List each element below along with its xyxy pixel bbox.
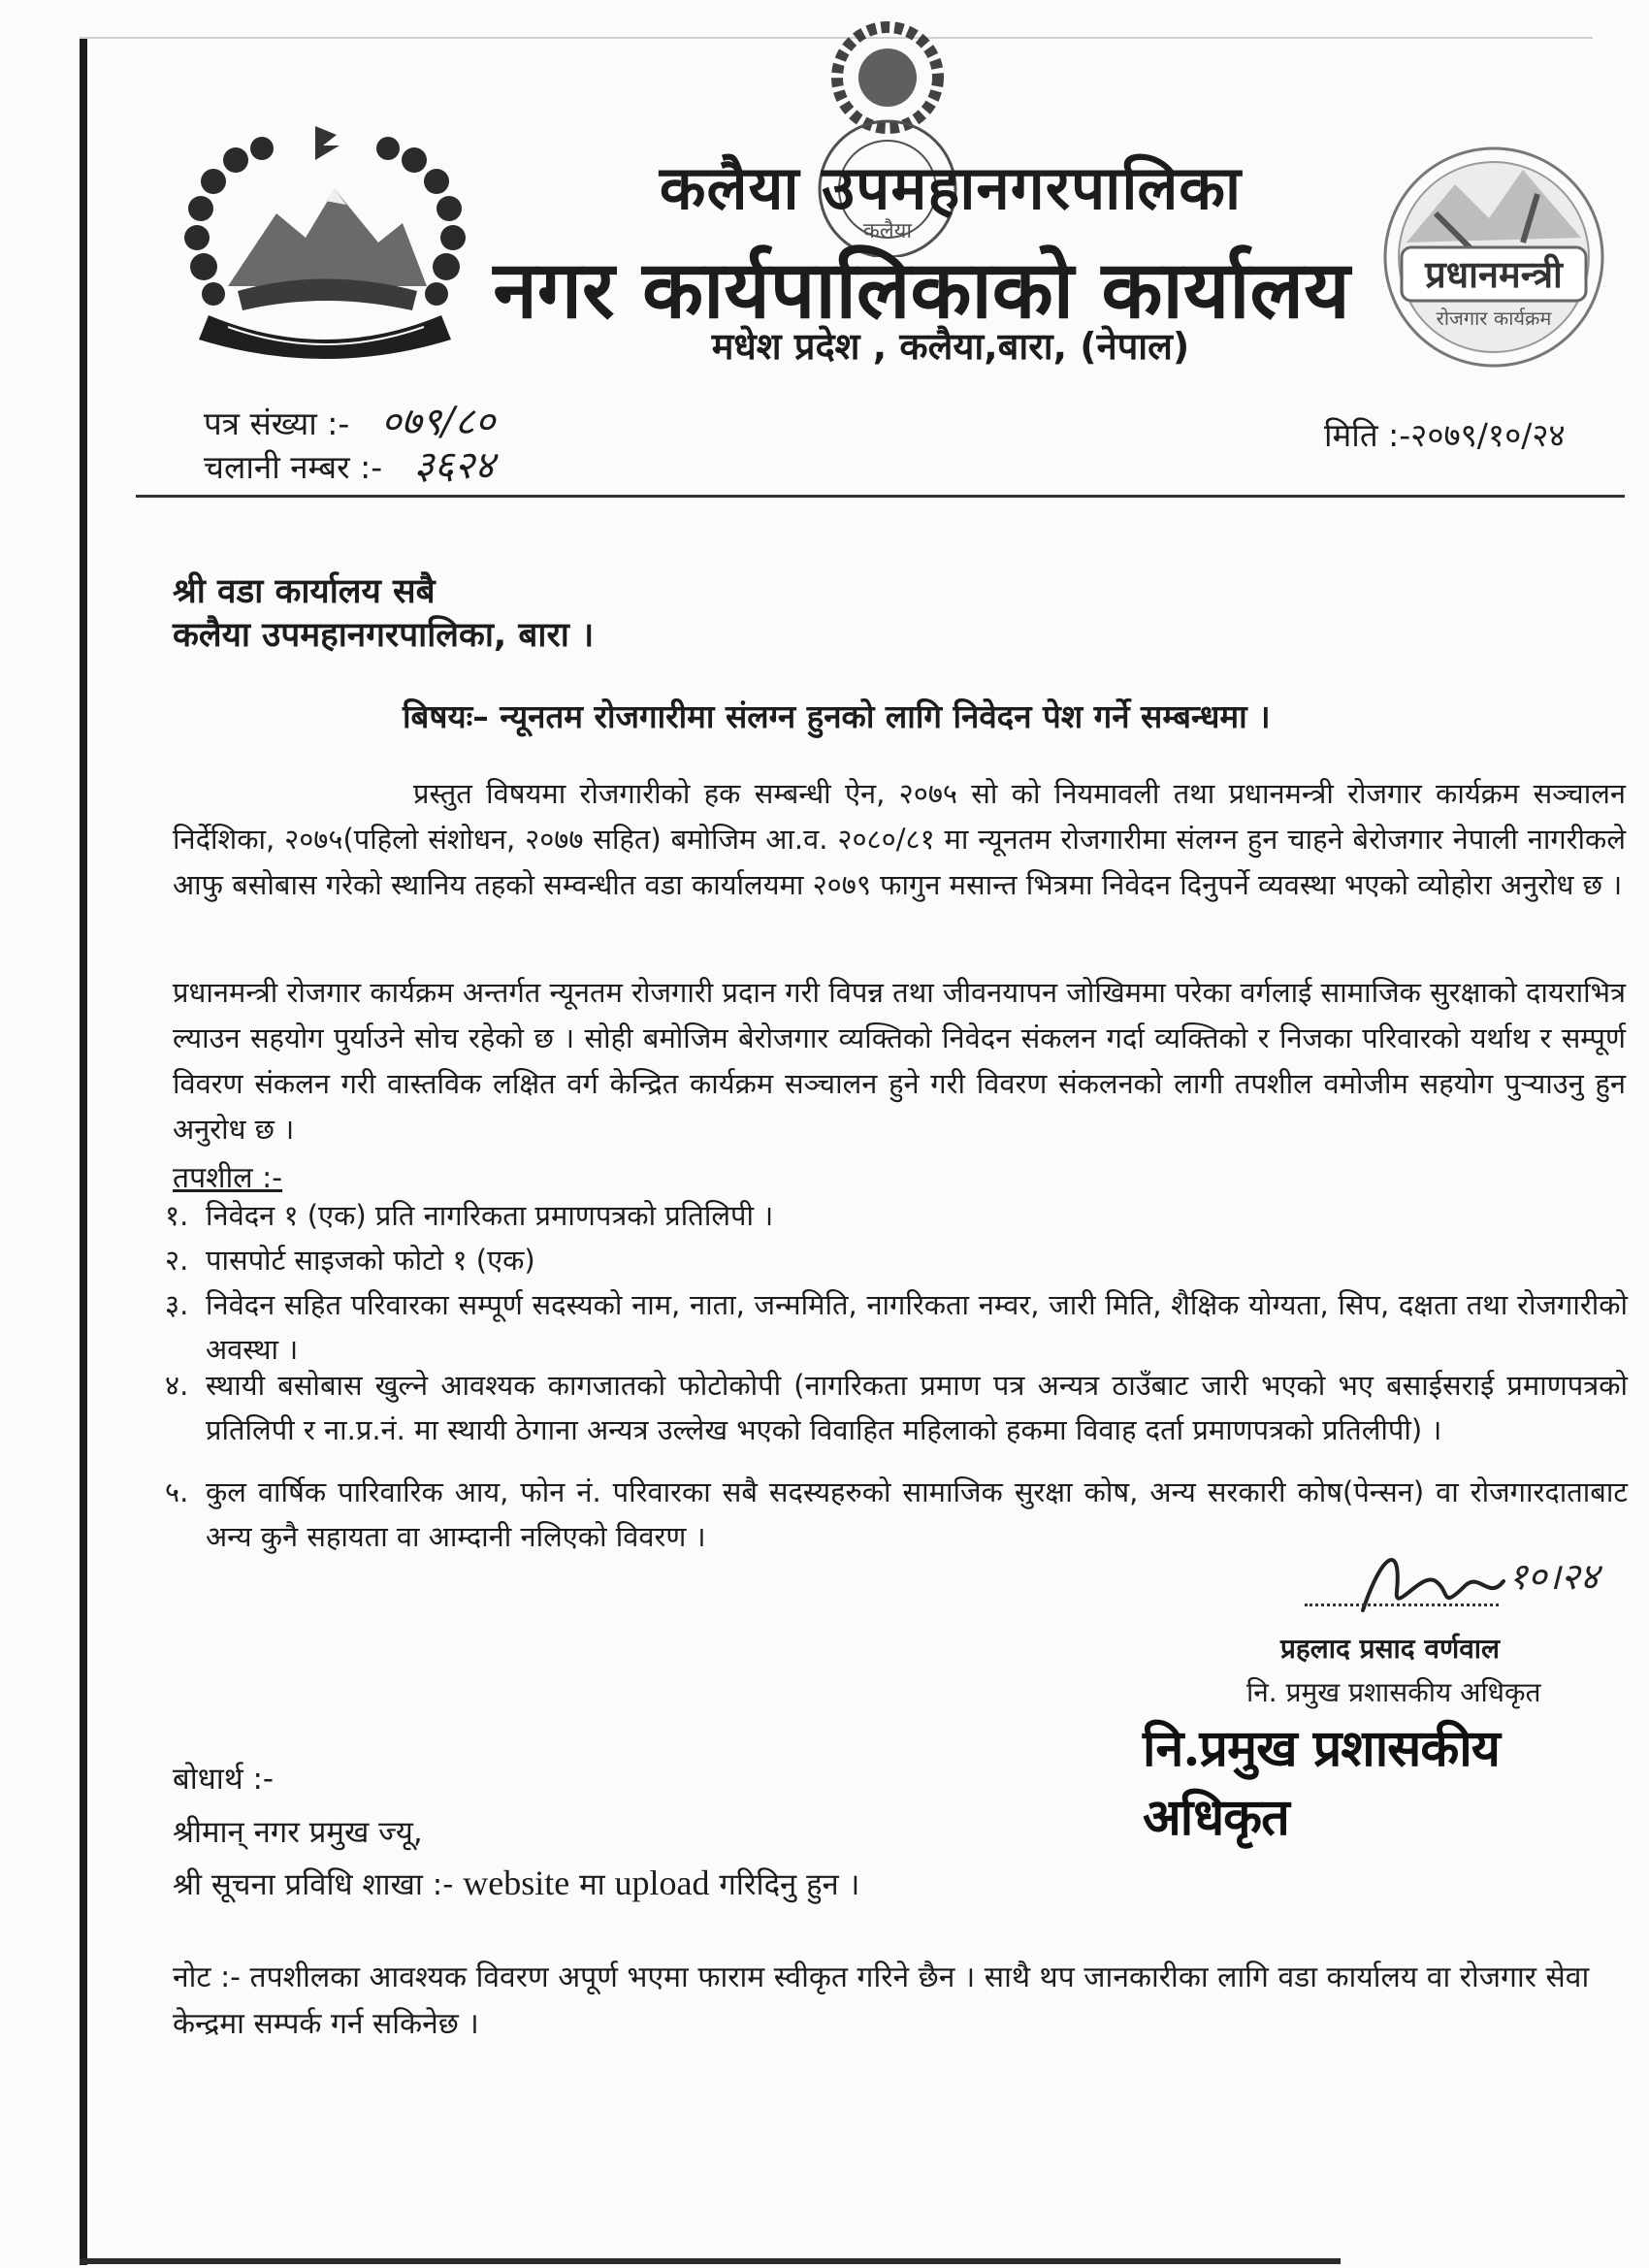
- details-item: [165, 1363, 1628, 1452]
- dispatch-number: [204, 437, 495, 490]
- details-item-text: स्थायी बसोबास खुल्ने आवश्यक कागजातको फोटोकोपी (नागरिकता प्रमाण पत्र अन्यत्र ठाउँबाट जारी भएको भए बसाईसराई प्रमाणपत्रको प्रतिलिपी र ना.प्र.नं. मा स्थायी ठेगाना अन्यत्र उल्लेख भएको विवाहित महिलाको हकमा विवाह दर्ता प्रमाणपत्रको प्रतिलीपी) ।: [206, 1369, 1628, 1446]
- letter-number-value: ०७९/८०: [380, 400, 496, 444]
- details-item-number: २.: [165, 1244, 189, 1277]
- scan-bottom-edge: [80, 2258, 1341, 2264]
- cc-line-2-suffix: गरिदिनु हुन ।: [719, 1867, 860, 1902]
- svg-text:कलैया: कलैया: [862, 219, 913, 243]
- cc-title: बोधार्थ :-: [173, 1762, 275, 1797]
- letter-number-label: पत्र संख्या :-: [204, 405, 350, 442]
- svg-text:प्रधानमन्त्री: प्रधानमन्त्री: [1425, 253, 1563, 296]
- details-item-text: निवेदन १ (एक) प्रति नागरिकता प्रमाणपत्रको प्रतिलिपी ।: [206, 1199, 774, 1232]
- details-item-number: १.: [165, 1199, 189, 1232]
- details-item-text: पासपोर्ट साइजको फोटो १ (एक): [206, 1244, 535, 1277]
- cc-website-word: website: [463, 1863, 570, 1902]
- svg-text:रोजगार कार्यक्रम: रोजगार कार्यक्रम: [1436, 307, 1552, 330]
- office-title: नगर कार्यपालिकाको कार्यालय: [493, 244, 1350, 337]
- letter-date: मिति :-२०७९/१०/२४: [1324, 416, 1566, 454]
- signature-line: [1305, 1604, 1499, 1606]
- header-divider: [136, 495, 1625, 498]
- recipient-line-2: कलैया उपमहानगरपालिका, बारा ।: [173, 616, 595, 655]
- details-item-number: ४.: [165, 1369, 189, 1402]
- office-address: मधेश प्रदेश , कलैया,बारा, (नेपाल): [711, 325, 1190, 368]
- scan-left-edge: [80, 39, 87, 2265]
- signature-date: १०।२४: [1508, 1555, 1600, 1598]
- cc-line-2-prefix: श्री सूचना प्रविधि शाखा :-: [173, 1867, 454, 1902]
- body-paragraph-2: प्रधानमन्त्री रोजगार कार्यक्रम अन्तर्गत न्यूनतम रोजगारी प्रदान गरी विपन्न तथा जीवनयापन जोखिममा परेका वर्गलाई सामाजिक सुरक्षाको दायराभित्र ल्याउन सहयोग पुर्याउने सोच रहेको छ । सोही बमोजिम बेरोजगार व्यक्तिको निवेदन संकलन गर्दा व्यक्तिको र निजका परिवारको यर्थाथ र सम्पूर्ण विवरण संकलन गरी वास्तविक लक्षित वर्ग केन्द्रित कार्यक्रम सञ्चालन हुने गरी विवरण संकलनको लागी तपशील वमोजीम सहयोग पुऱ्याउनु हुन अनुरोध छ ।: [173, 976, 1626, 1146]
- signatory-name: प्रहलाद प्रसाद वर्णवाल: [1280, 1633, 1500, 1665]
- handwritten-signature: [1343, 1533, 1615, 1630]
- nepal-government-emblem-icon: [170, 121, 480, 364]
- designation-stamp: नि.प्रमुख प्रशासकीय अधिकृत: [1143, 1719, 1500, 1847]
- details-item-number: ५.: [165, 1475, 189, 1508]
- details-item: [165, 1193, 1628, 1238]
- cc-line-2: [173, 1863, 859, 1904]
- footer-note: नोट :- तपशीलका आवश्यक विवरण अपूर्ण भएमा फाराम स्वीकृत गरिने छैन । साथै थप जानकारीका लागि वडा कार्यालय वा रोजगार सेवा केन्द्रमा सम्पर्क गर्न सकिनेछ ।: [173, 1960, 1590, 2041]
- cc-line-1: श्रीमान् नगर प्रमुख ज्यू,: [173, 1815, 423, 1850]
- details-item-number: ३.: [165, 1288, 189, 1321]
- details-item: [165, 1282, 1628, 1372]
- municipality-name: कलैया उपमहानगरपालिका: [659, 152, 1243, 223]
- signatory-designation: नि. प्रमुख प्रशासकीय अधिकृत: [1246, 1676, 1541, 1708]
- details-item-text: कुल वार्षिक पारिवारिक आय, फोन नं. परिवारका सबै सदस्यहरुको सामाजिक सुरक्षा कोष, अन्य सरकारी कोष(पेन्सन) वा रोजगारदाताबाट अन्य कुनै सहायता वा आम्दानी नलिएको विवरण ।: [206, 1475, 1628, 1553]
- details-item: [165, 1238, 1628, 1282]
- details-title: तपशील :-: [173, 1161, 283, 1195]
- cc-line-2-mid: मा: [579, 1867, 605, 1902]
- dispatch-number-label: चलानी नम्बर :-: [204, 448, 383, 486]
- pradhanmantri-rojgar-karyakram-logo-icon: [1377, 126, 1610, 388]
- body-paragraph-1: प्रस्तुत विषयमा रोजगारीको हक सम्बन्धी ऐन, २०७५ सो को नियमावली तथा प्रधानमन्त्री रोजगार कार्यक्रम सञ्चालन निर्देशिका, २०७५(पहिलो संशोधन, २०७७ सहित) बमोजिम आ.व. २०८०/८१ मा न्यूनतम रोजगारीमा संलग्न हुन चाहने बेरोजगार नेपाली नागरीकले आफु बसोबास गरेको स्थानिय तहको सम्वन्धीत वडा कार्यालयमा २०७९ फागुन मसान्त भित्रमा निवेदन दिनुपर्ने व्यवस्था भएको व्योहोरा अनुरोध छ ।: [173, 777, 1626, 901]
- recipient-line-1: श्री वडा कार्यालय सबै: [173, 572, 436, 611]
- cc-upload-word: upload: [614, 1863, 710, 1902]
- details-item-text: निवेदन सहित परिवारका सम्पूर्ण सदस्यको नाम, नाता, जन्ममिति, नागरिकता नम्वर, जारी मिति, शैक्षिक योग्यता, सिप, दक्षता तथा रोजगारीको अवस्था ।: [206, 1288, 1628, 1366]
- dispatch-number-value: ३६२४: [413, 443, 495, 488]
- subject-line: बिषयः– न्यूनतम रोजगारीमा संलग्न हुनको लागि निवेदन पेश गर्ने सम्बन्धमा ।: [403, 697, 1271, 735]
